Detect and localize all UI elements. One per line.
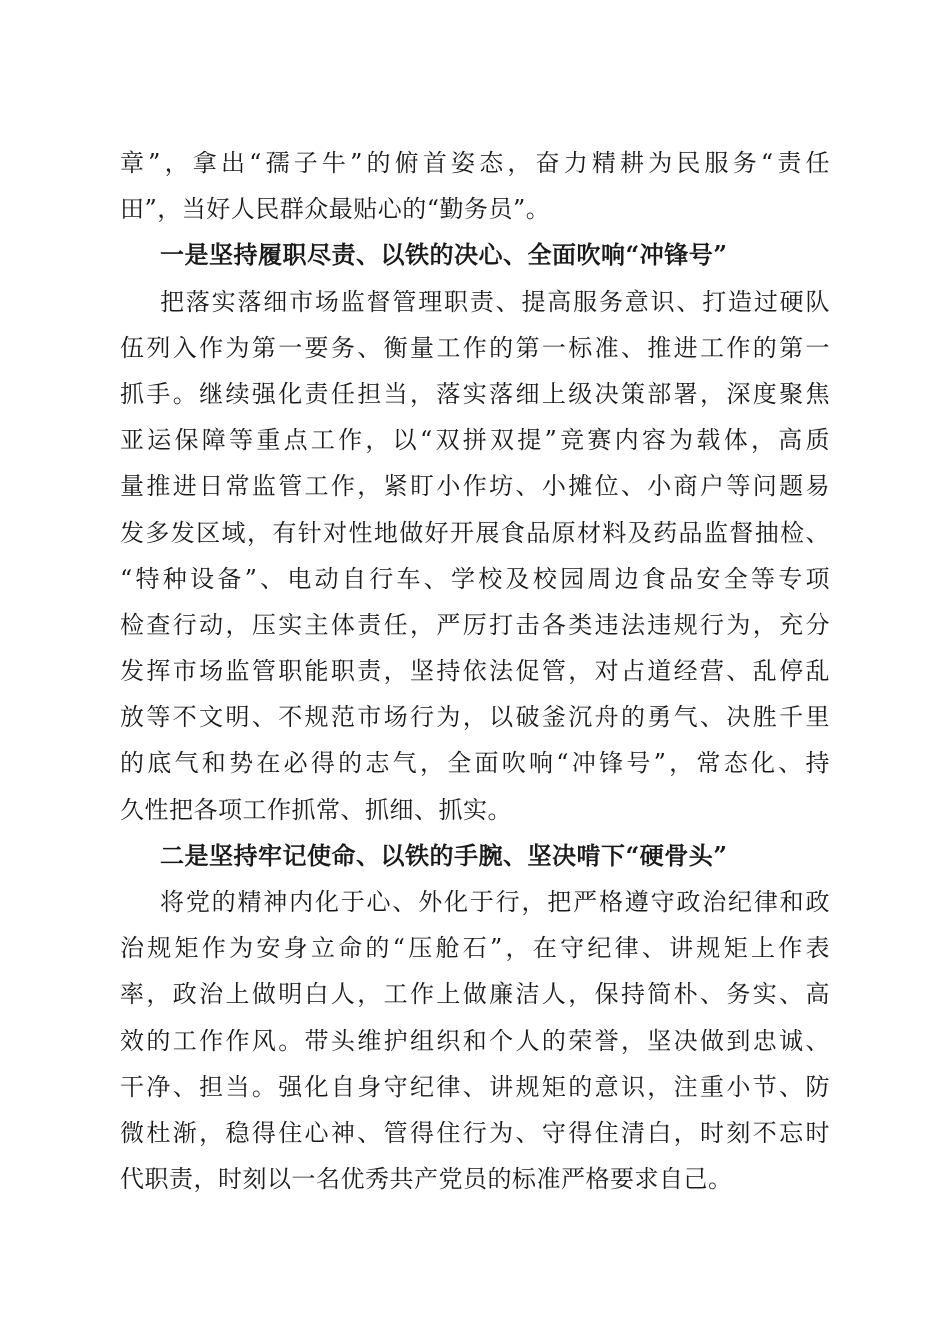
para1-line-10: 放等不文明、不规范市场行为，以破釜沉舟的勇气、决胜千里 xyxy=(120,703,830,732)
para2-line-3: 率，政治上做明白人，工作上做廉洁人，保持简朴、务实、高 xyxy=(120,980,830,1009)
para2-line-4: 效的工作作风。带头维护组织和个人的荣誉，坚决做到忠诚、 xyxy=(120,1026,830,1055)
para1-line-8: 检查行动，压实主体责任，严厉打击各类违法违规行为，充分 xyxy=(120,610,830,639)
para1-line-1: 把落实落细市场监督管理职责、提高服务意识、打造过硬队 xyxy=(160,287,830,316)
para2-line-1: 将党的精神内化于心、外化于行，把严格遵守政治纪律和政 xyxy=(160,888,830,916)
para2-line-5: 干净、担当。强化自身守纪律、讲规矩的意识，注重小节、防 xyxy=(120,1072,830,1101)
para1-line-9: 发挥市场监管职能职责，坚持依法促管，对占道经营、乱停乱 xyxy=(120,657,830,686)
para1-line-11: 的底气和势在必得的志气，全面吹响“冲锋号”，常态化、持 xyxy=(120,749,830,778)
para2-line-7: 代职责，时刻以一名优秀共产党员的标准严格要求自己。 xyxy=(120,1165,733,1194)
para1-line-12: 久性把各项工作抓常、抓细、抓实。 xyxy=(120,795,512,824)
para1-line-6: 发多发区域，有针对性地做好开展食品原材料及药品监督抽检、 xyxy=(120,518,830,547)
section-heading-1: 一是坚持履职尽责、以铁的决心、全面吹响“冲锋号” xyxy=(160,240,728,270)
section-heading-2: 二是坚持牢记使命、以铁的手腕、坚决啃下“硬骨头” xyxy=(160,840,728,870)
para1-line-4: 亚运保障等重点工作，以“双拼双提”竞赛内容为载体，高质 xyxy=(120,426,830,455)
para2-line-2: 治规矩作为安身立命的“压舱石”，在守纪律、讲规矩上作表 xyxy=(120,934,830,963)
para1-line-5: 量推进日常监管工作，紧盯小作坊、小摊位、小商户等问题易 xyxy=(120,472,830,501)
para1-line-2: 伍列入作为第一要务、衡量工作的第一标准、推进工作的第一 xyxy=(120,333,830,362)
document-page xyxy=(120,140,830,1202)
intro-line-1: 章”，拿出“孺子牛”的俯首姿态，奋力精耕为民服务“责任 xyxy=(120,149,830,177)
intro-line-2: 田”，当好人民群众最贴心的“勤务员”。 xyxy=(120,195,551,224)
para1-line-3: 抓手。继续强化责任担当，落实落细上级决策部署，深度聚焦 xyxy=(120,379,830,408)
para2-line-6: 微杜渐，稳得住心神、管得住行为、守得住清白，时刻不忘时 xyxy=(120,1118,830,1147)
para1-line-7: “特种设备”、电动自行车、学校及校园周边食品安全等专项 xyxy=(120,564,830,593)
